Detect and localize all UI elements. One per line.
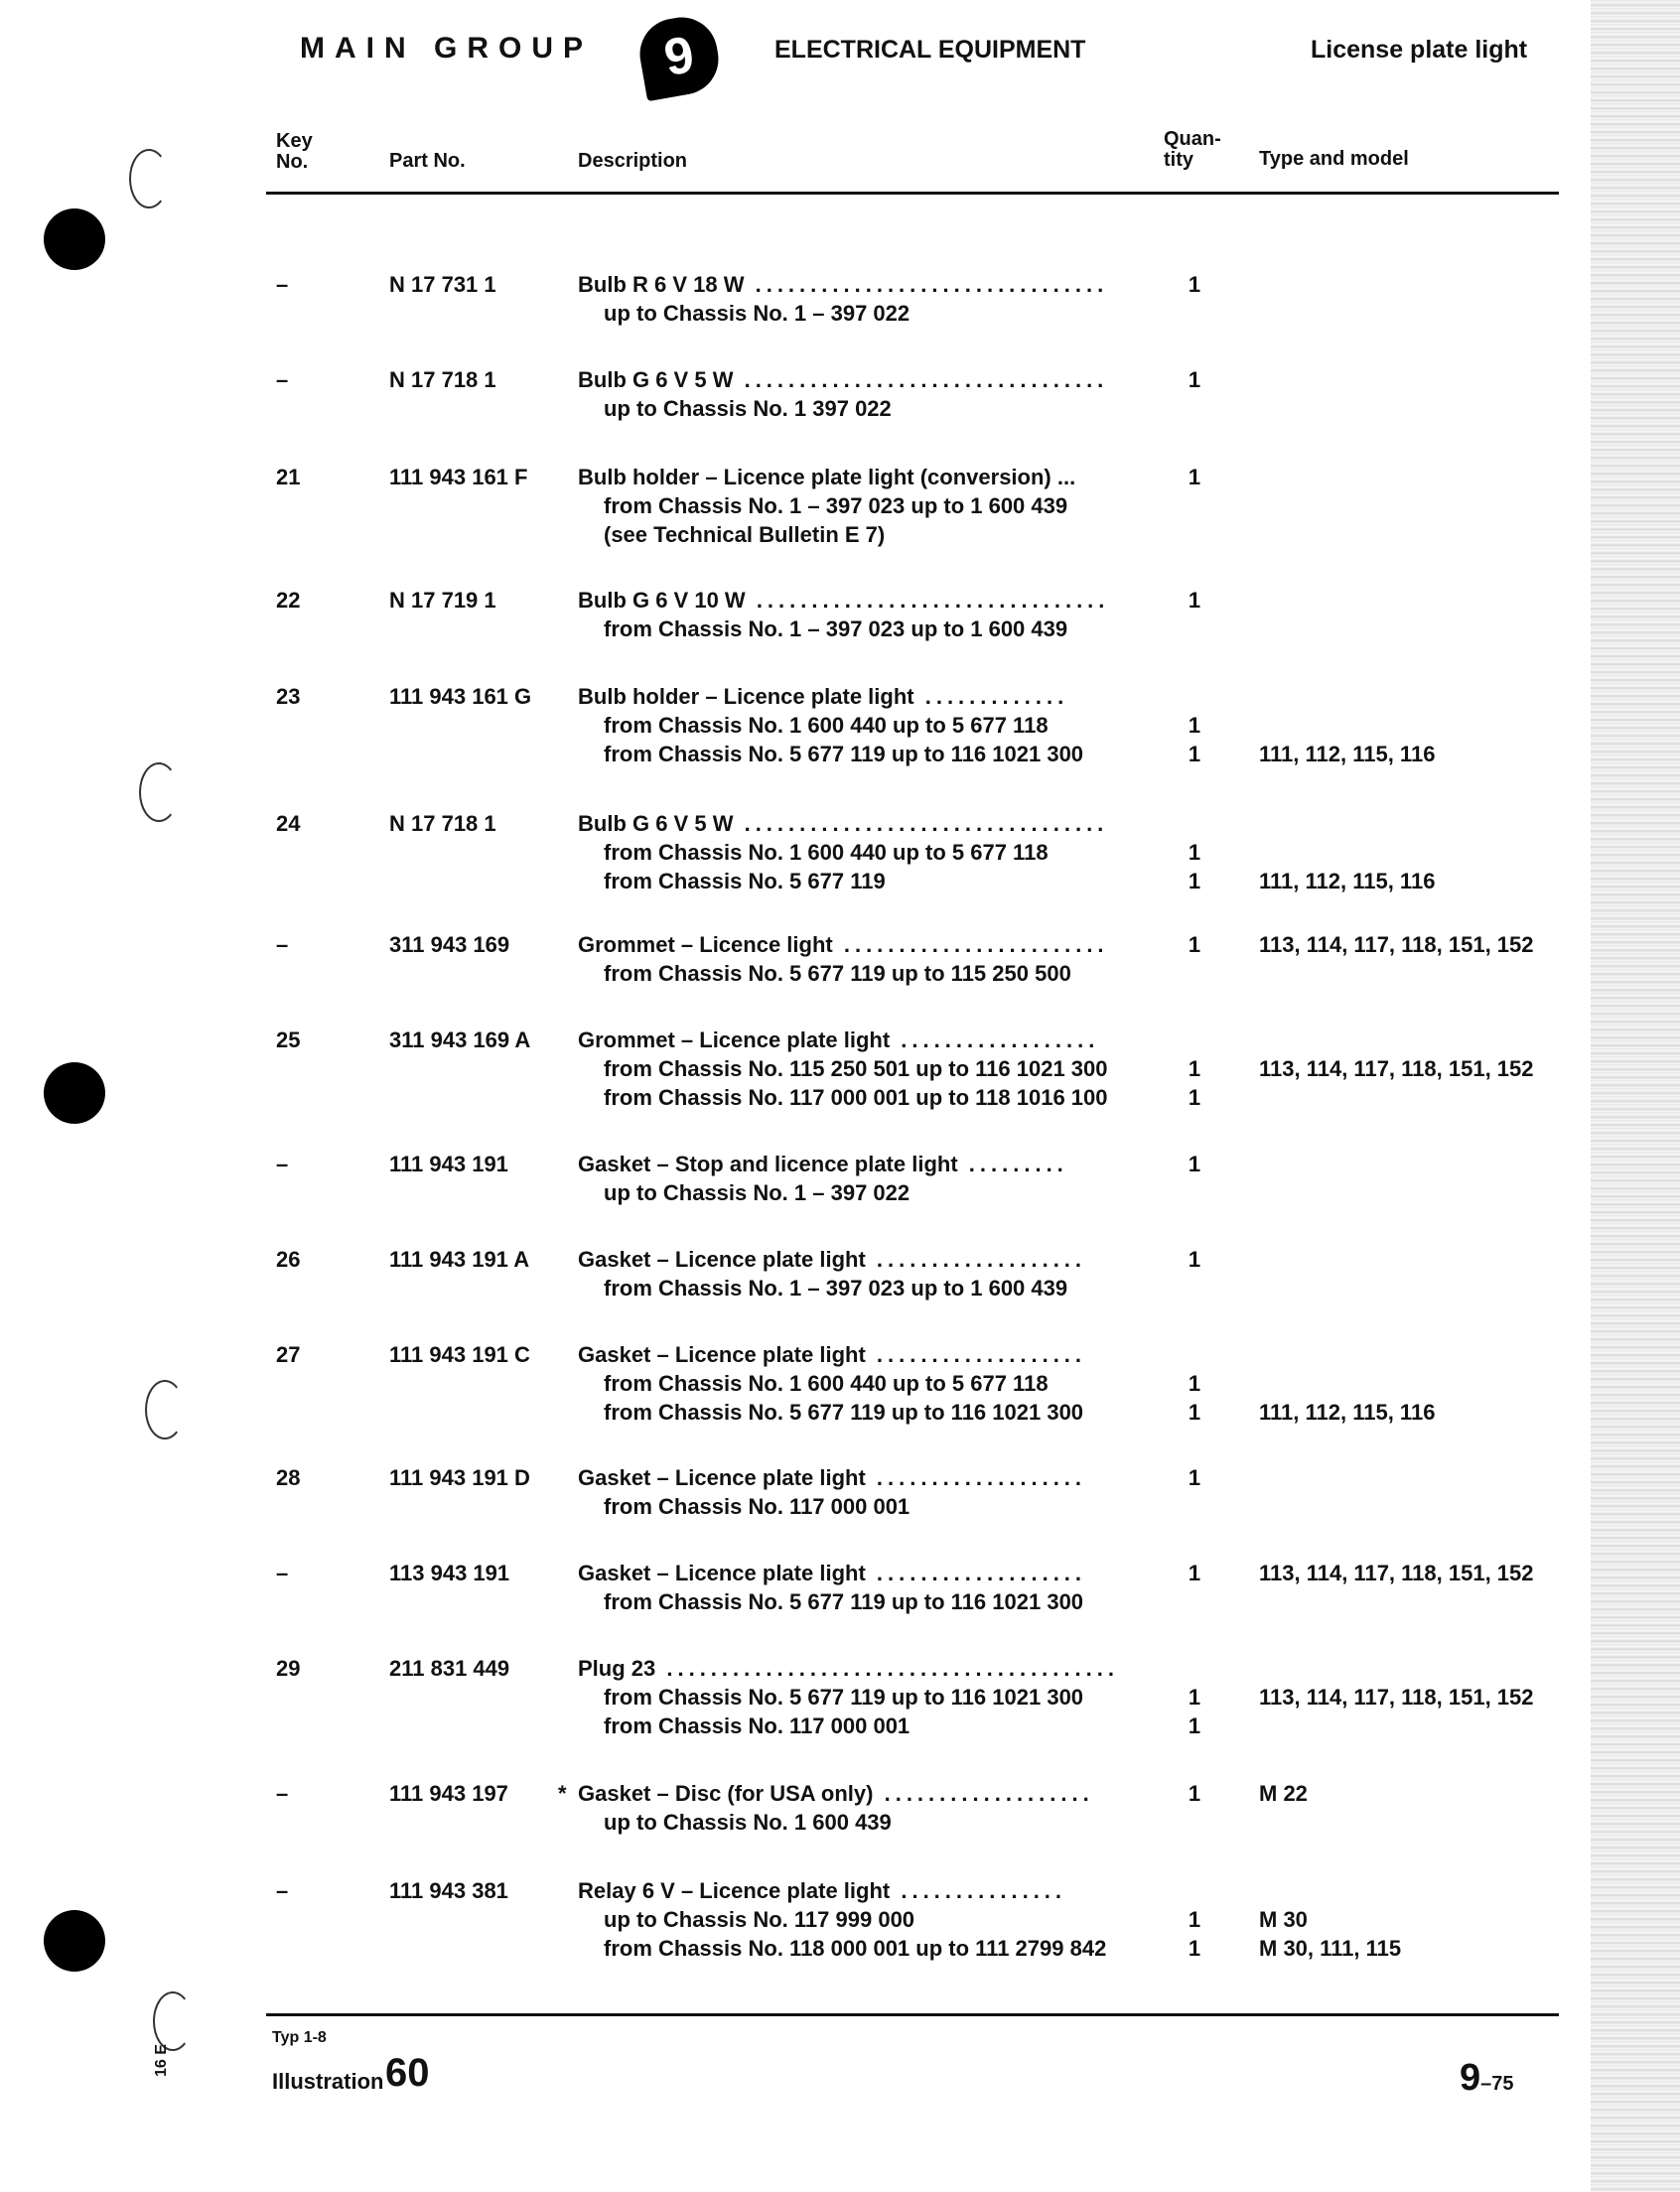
description-line <box>578 586 1109 615</box>
description-text: Bulb G 6 V 10 W <box>578 588 746 613</box>
column-header-part-no: Part No. <box>389 150 466 172</box>
asterisk-marker: * <box>558 1781 567 1806</box>
description-text: from Chassis No. 1 – 397 023 up to 1 600 439 <box>604 616 1068 641</box>
part-no-cell: 111 943 161 G <box>389 684 532 709</box>
description-line <box>578 1083 1108 1112</box>
key-no-cell: 22 <box>276 588 301 613</box>
quantity-cell: 1 <box>1188 1085 1201 1110</box>
description-text: from Chassis No. 5 677 119 up to 116 1021 300 <box>604 1589 1084 1614</box>
description-line <box>578 1245 1086 1274</box>
description-text: Gasket – Stop and licence plate light <box>578 1152 958 1176</box>
type-model-cell: 113, 114, 117, 118, 151, 152 <box>1259 1685 1534 1710</box>
dot-leader: ................................ <box>744 272 1109 297</box>
quantity-cell: 1 <box>1188 1907 1201 1932</box>
key-no-cell: 27 <box>276 1342 301 1367</box>
description-text: from Chassis No. 117 000 001 <box>604 1494 910 1519</box>
description-line <box>578 1712 910 1740</box>
part-no-cell: 111 943 191 <box>389 1152 508 1176</box>
dot-leader: ............... <box>890 1878 1067 1903</box>
description-line <box>578 270 1108 299</box>
column-header-quantity: Quan- tity <box>1164 128 1221 171</box>
description-text: from Chassis No. 117 000 001 <box>604 1713 910 1738</box>
binder-ring-mark <box>139 762 179 822</box>
key-no-cell: – <box>276 932 289 957</box>
description-line <box>578 1340 1086 1369</box>
type-model-cell: M 22 <box>1259 1781 1308 1806</box>
quantity-cell: 1 <box>1188 1152 1201 1176</box>
topic-title: License plate light <box>1311 36 1528 64</box>
dot-leader: ................................. <box>733 367 1109 392</box>
quantity-cell: 1 <box>1188 1465 1201 1490</box>
dot-leader: ................... <box>865 1247 1087 1272</box>
part-no-cell: 111 943 191 D <box>389 1465 530 1490</box>
type-model-cell: M 30 <box>1259 1907 1308 1932</box>
description-line <box>578 1587 1083 1616</box>
description-line <box>578 1026 1099 1054</box>
description-text: up to Chassis No. 1 600 439 <box>604 1810 892 1835</box>
description-text: Gasket – Licence plate light <box>578 1465 866 1490</box>
description-text: up to Chassis No. 1 – 397 022 <box>604 1180 910 1205</box>
quantity-cell: 1 <box>1188 1685 1201 1710</box>
part-no-cell: 111 943 197 <box>389 1781 508 1806</box>
description-text: from Chassis No. 117 000 001 up to 118 1016 100 <box>604 1085 1108 1110</box>
description-line <box>578 682 1068 711</box>
quantity-cell: 1 <box>1188 1371 1201 1396</box>
description-line <box>578 1876 1066 1905</box>
dot-leader: ................... <box>865 1561 1087 1585</box>
description-text: from Chassis No. 1 – 397 023 up to 1 600 439 <box>604 493 1068 518</box>
key-no-cell: 26 <box>276 1247 301 1272</box>
type-model-cell: 111, 112, 115, 116 <box>1259 742 1436 766</box>
part-no-cell: 113 943 191 <box>389 1561 510 1585</box>
part-no-cell: N 17 719 1 <box>389 588 496 613</box>
binder-ring-mark <box>153 1991 193 2051</box>
quantity-cell: 1 <box>1188 465 1201 489</box>
type-model-cell: 113, 114, 117, 118, 151, 152 <box>1259 1561 1534 1585</box>
description-text: up to Chassis No. 1 397 022 <box>604 396 892 421</box>
dot-leader: ........................ <box>832 932 1109 957</box>
scan-edge-noise <box>1591 0 1680 2192</box>
description-line <box>578 1905 914 1934</box>
description-line <box>578 394 892 423</box>
illustration-number: 60 <box>385 2051 430 2095</box>
dot-leader: ................... <box>873 1781 1094 1806</box>
description-line <box>578 365 1108 394</box>
description-text: from Chassis No. 1 – 397 023 up to 1 600 439 <box>604 1276 1068 1301</box>
description-text: from Chassis No. 5 677 119 up to 116 1021 300 <box>604 1400 1084 1425</box>
quantity-cell: 1 <box>1188 272 1201 297</box>
description-line <box>578 838 1049 867</box>
description-text: from Chassis No. 118 000 001 up to 111 2799 842 <box>604 1936 1107 1961</box>
description-text: from Chassis No. 5 677 119 <box>604 869 886 893</box>
key-no-cell: – <box>276 1152 289 1176</box>
binder-ring-mark <box>145 1380 185 1439</box>
description-text: from Chassis No. 5 677 119 up to 116 1021 300 <box>604 1685 1084 1710</box>
key-no-cell: 21 <box>276 465 301 489</box>
section-title: ELECTRICAL EQUIPMENT <box>774 36 1086 64</box>
part-no-cell: 111 943 191 A <box>389 1247 530 1272</box>
description-text: up to Chassis No. 1 – 397 022 <box>604 301 910 326</box>
description-text: Bulb holder – Licence plate light (conversion) ... <box>578 465 1076 489</box>
column-header-type-model: Type and model <box>1259 148 1409 170</box>
group-number-badge: 9 <box>634 12 724 101</box>
description-line <box>578 740 1083 768</box>
description-text: from Chassis No. 5 677 119 up to 115 250 500 <box>604 961 1071 986</box>
dot-leader: .................. <box>890 1028 1100 1052</box>
illustration-label: Illustration <box>272 2069 384 2094</box>
description-line <box>578 1054 1108 1083</box>
dot-leader: ................... <box>865 1465 1087 1490</box>
key-no-cell: 25 <box>276 1028 301 1052</box>
quantity-cell: 1 <box>1188 367 1201 392</box>
type-model-cell: 113, 114, 117, 118, 151, 152 <box>1259 1056 1534 1081</box>
description-text: Bulb holder – Licence plate light <box>578 684 914 709</box>
description-line <box>578 1274 1067 1302</box>
key-no-cell: 28 <box>276 1465 301 1490</box>
footer-rule <box>266 2013 1559 2016</box>
quantity-cell: 1 <box>1188 840 1201 865</box>
key-no-cell: – <box>276 1878 289 1903</box>
footer-typ: Typ 1-8 <box>272 2029 327 2046</box>
quantity-cell: 1 <box>1188 1781 1201 1806</box>
description-line <box>578 463 1075 491</box>
description-line <box>578 520 885 549</box>
description-text: Bulb G 6 V 5 W <box>578 811 734 836</box>
side-code: 16 E <box>153 2044 170 2077</box>
main-group-title: MAIN GROUP <box>300 32 593 65</box>
description-text: up to Chassis No. 117 999 000 <box>604 1907 915 1932</box>
part-no-cell: N 17 731 1 <box>389 272 496 297</box>
quantity-cell: 1 <box>1188 742 1201 766</box>
description-line <box>578 809 1108 838</box>
dot-leader: ................................ <box>745 588 1110 613</box>
quantity-cell: 1 <box>1188 1400 1201 1425</box>
dot-leader: ............. <box>913 684 1069 709</box>
description-line <box>578 615 1067 643</box>
punch-hole <box>44 208 105 270</box>
quantity-cell: 1 <box>1188 713 1201 738</box>
description-text: Grommet – Licence plate light <box>578 1028 891 1052</box>
description-text: from Chassis No. 5 677 119 up to 116 1021 300 <box>604 742 1084 766</box>
description-line <box>578 1654 1119 1683</box>
description-line <box>578 1398 1083 1427</box>
description-line <box>578 867 886 895</box>
description-line <box>578 1683 1083 1712</box>
description-line <box>578 1369 1049 1398</box>
description-text: (see Technical Bulletin E 7) <box>604 522 886 547</box>
description-text: Plug 23 <box>578 1656 656 1681</box>
description-line <box>578 1779 1094 1808</box>
key-no-cell: 29 <box>276 1656 301 1681</box>
column-header-description: Description <box>578 150 688 172</box>
description-line <box>578 1178 910 1207</box>
header-rule <box>266 192 1559 195</box>
quantity-cell: 1 <box>1188 932 1201 957</box>
description-text: Gasket – Licence plate light <box>578 1342 866 1367</box>
quantity-cell: 1 <box>1188 869 1201 893</box>
quantity-cell: 1 <box>1188 1936 1201 1961</box>
part-no-cell: 111 943 191 C <box>389 1342 530 1367</box>
dot-leader: ......... <box>957 1152 1068 1176</box>
dot-leader: ................... <box>865 1342 1087 1367</box>
dot-leader: ......................................... <box>655 1656 1119 1681</box>
description-text: Relay 6 V – Licence plate light <box>578 1878 891 1903</box>
part-no-cell: 211 831 449 <box>389 1656 510 1681</box>
type-model-cell: 111, 112, 115, 116 <box>1259 1400 1436 1425</box>
punch-hole <box>44 1910 105 1972</box>
description-line <box>578 1934 1106 1963</box>
description-line <box>578 1463 1086 1492</box>
type-model-cell: 113, 114, 117, 118, 151, 152 <box>1259 932 1534 957</box>
description-line <box>578 930 1109 959</box>
description-line <box>578 1150 1068 1178</box>
description-line <box>578 1808 892 1837</box>
description-text: Gasket – Licence plate light <box>578 1561 866 1585</box>
key-no-cell: – <box>276 272 289 297</box>
quantity-cell: 1 <box>1188 1561 1201 1585</box>
quantity-cell: 1 <box>1188 588 1201 613</box>
page-number-main: 9 <box>1460 2057 1481 2099</box>
description-text: Bulb G 6 V 5 W <box>578 367 734 392</box>
part-no-cell: N 17 718 1 <box>389 367 496 392</box>
description-line <box>578 959 1071 988</box>
key-no-cell: – <box>276 1561 289 1585</box>
description-text: from Chassis No. 1 600 440 up to 5 677 118 <box>604 1371 1049 1396</box>
part-no-cell: N 17 718 1 <box>389 811 496 836</box>
dot-leader: ................................. <box>733 811 1109 836</box>
page-number <box>1460 2057 1514 2100</box>
part-no-cell: 311 943 169 A <box>389 1028 531 1052</box>
type-model-cell: 111, 112, 115, 116 <box>1259 869 1436 893</box>
quantity-cell: 1 <box>1188 1056 1201 1081</box>
description-text: Grommet – Licence light <box>578 932 833 957</box>
quantity-cell: 1 <box>1188 1247 1201 1272</box>
description-text: from Chassis No. 115 250 501 up to 116 1021 300 <box>604 1056 1108 1081</box>
description-line <box>578 299 910 328</box>
key-no-cell: – <box>276 1781 289 1806</box>
description-line <box>578 711 1049 740</box>
part-no-cell: 311 943 169 <box>389 932 510 957</box>
column-header-key-no: Key No. <box>276 130 313 173</box>
description-text: Gasket – Disc (for USA only) <box>578 1781 874 1806</box>
type-model-cell: M 30, 111, 115 <box>1259 1936 1402 1961</box>
description-line <box>578 1492 910 1521</box>
part-no-cell: 111 943 381 <box>389 1878 508 1903</box>
key-no-cell: – <box>276 367 289 392</box>
description-line <box>578 491 1067 520</box>
description-text: Gasket – Licence plate light <box>578 1247 866 1272</box>
key-no-cell: 24 <box>276 811 301 836</box>
description-text: from Chassis No. 1 600 440 up to 5 677 118 <box>604 713 1049 738</box>
key-no-cell: 23 <box>276 684 301 709</box>
page-number-suffix: –75 <box>1480 2073 1514 2095</box>
description-line <box>578 1559 1086 1587</box>
punch-hole <box>44 1062 105 1124</box>
binder-ring-mark <box>129 149 169 208</box>
part-no-cell: 111 943 161 F <box>389 465 528 489</box>
description-text: from Chassis No. 1 600 440 up to 5 677 118 <box>604 840 1049 865</box>
description-text: Bulb R 6 V 18 W <box>578 272 745 297</box>
page-header <box>0 0 1680 109</box>
quantity-cell: 1 <box>1188 1713 1201 1738</box>
